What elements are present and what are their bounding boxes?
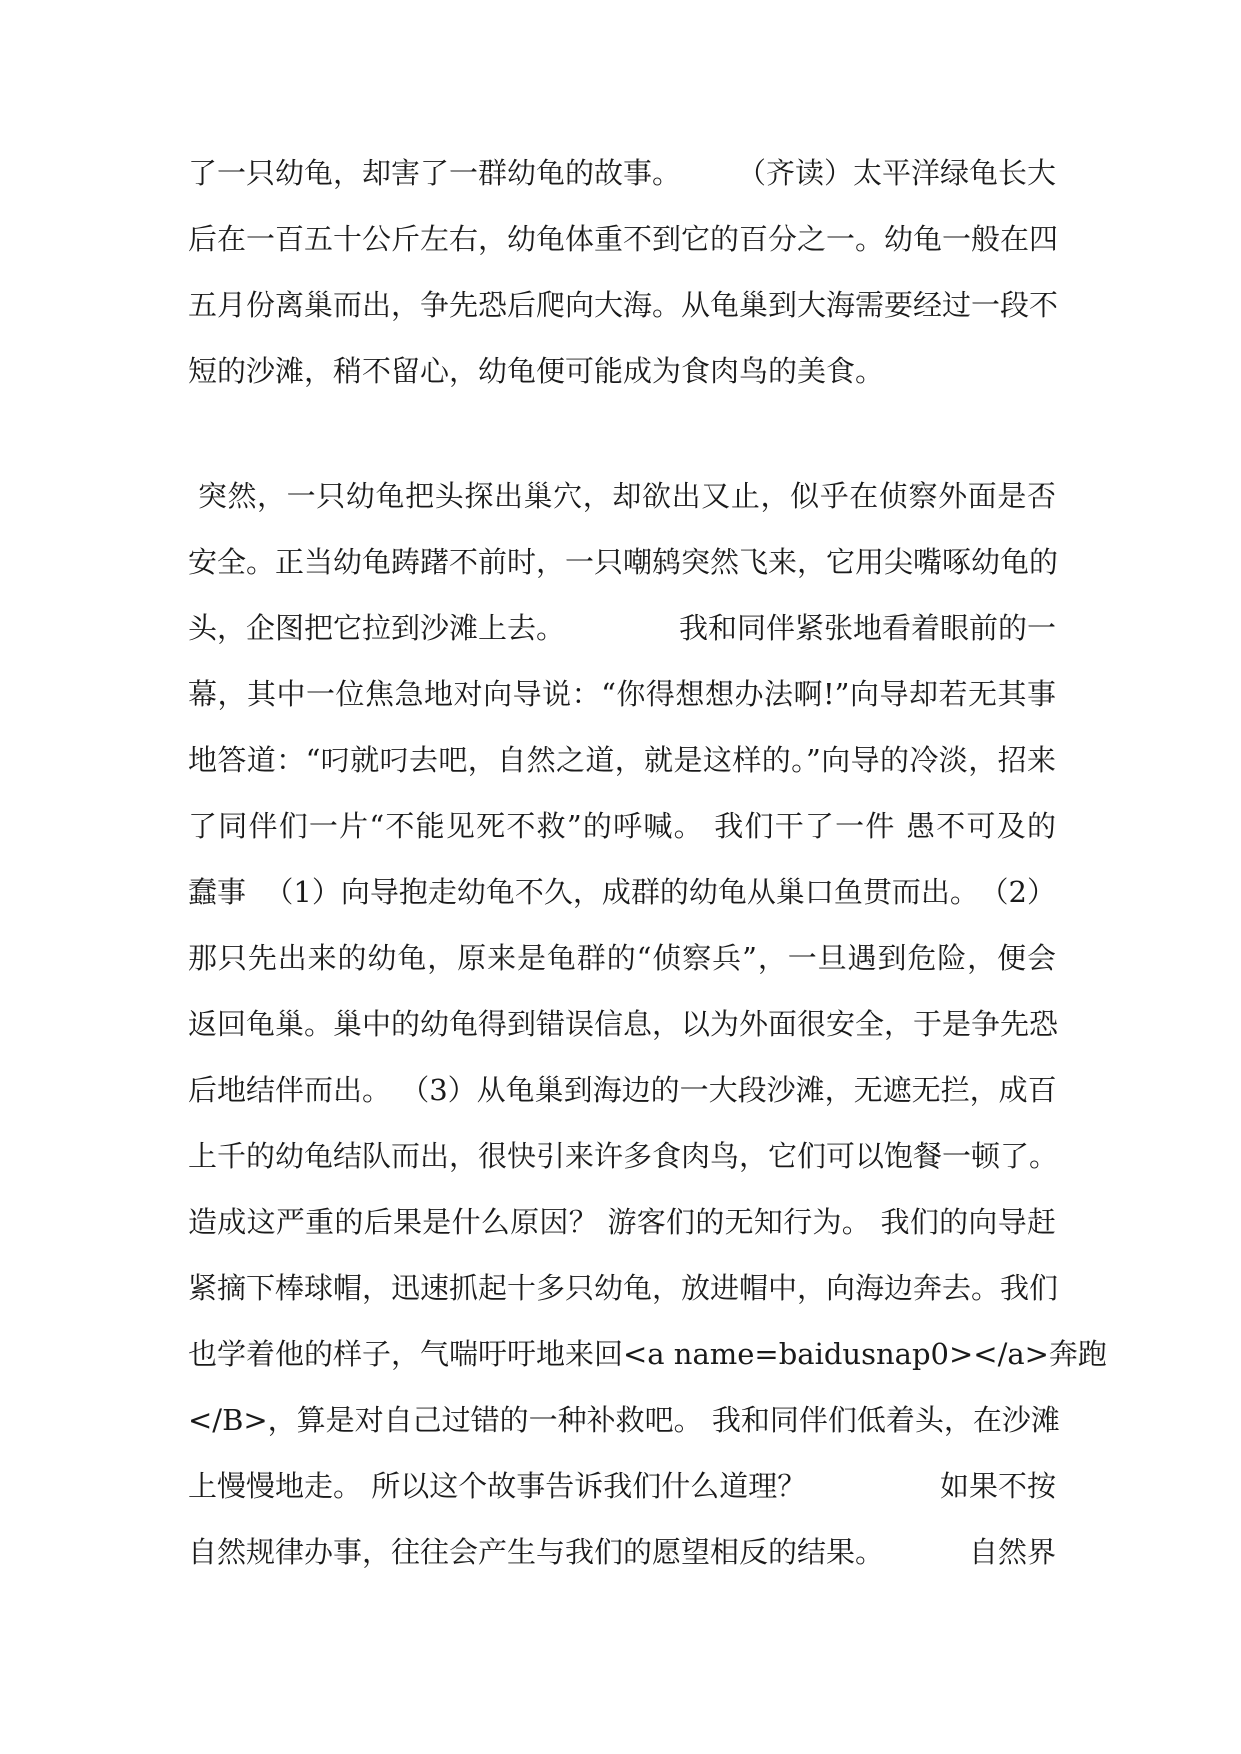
text-segment: （齐读）太平洋绿龟长大: [736, 156, 1056, 190]
text-line: [188, 1123, 1059, 1189]
text-segment: 自然界: [968, 1535, 1056, 1569]
text-segment: 如果不按: [939, 1469, 1056, 1503]
text-line: [188, 859, 1056, 925]
text-segment: （2）: [979, 875, 1056, 909]
text-segment: 后地结伴而出。 （3）从龟巢到海边的一大段沙滩，无遮无拦，成百: [188, 1073, 1057, 1107]
text-segment: 蠢事 （1）向导抱走幼龟不久，成群的幼龟从巢口鱼贯而出。: [188, 875, 979, 909]
text-segment: 后在一百五十公斤左右，幼龟体重不到它的百分之一。幼龟一般在四: [188, 222, 1059, 256]
text-segment: 返回龟巢。巢中的幼龟得到错误信息，以为外面很安全，于是争先恐: [188, 1007, 1059, 1041]
text-segment: 上千的幼龟结队而出，很快引来许多食肉鸟，它们可以饱餐一顿了。: [188, 1139, 1059, 1173]
text-line: [188, 1255, 1059, 1321]
text-segment: 紧摘下棒球帽，迅速抓起十多只幼龟，放进帽中，向海边奔去。我们: [188, 1271, 1059, 1305]
text-segment: 了一只幼龟，却害了一群幼龟的故事。: [188, 156, 682, 190]
text-line: [188, 529, 1059, 595]
text-segment: 短的沙滩，稍不留心，幼龟便可能成为食肉鸟的美食。: [188, 354, 885, 388]
paragraph-1: [188, 140, 1059, 404]
text-segment: 幕，其中一位焦急地对向导说：“你得想想办法啊!”向导却若无其事: [188, 677, 1056, 711]
text-line: [188, 661, 1056, 727]
text-segment: 上慢慢地走。 所以这个故事告诉我们什么道理？: [188, 1469, 807, 1503]
text-segment: 造成这严重的后果是什么原因？ 游客们的无知行为。 我们的向导赶: [188, 1205, 1056, 1239]
text-line: [188, 595, 1056, 661]
text-line: [188, 793, 1056, 859]
text-line: [188, 463, 1056, 529]
text-segment: 了同伴们一片“不能见死不救”的呼喊。 我们干了一件 愚不可及的: [188, 809, 1056, 843]
text-segment: 安全。正当幼龟踌躇不前时，一只嘲鸫突然飞来，它用尖嘴啄幼龟的: [188, 545, 1059, 579]
text-line: [188, 727, 1056, 793]
text-line: [188, 991, 1059, 1057]
text-line: [188, 1321, 1107, 1387]
text-line: [188, 206, 1059, 272]
text-segment: 也学着他的样子，气喘吁吁地来回<a name=baidusnap0></a>奔跑: [188, 1337, 1107, 1371]
text-segment: 那只先出来的幼龟，原来是龟群的“侦察兵”，一旦遇到危险，便会: [188, 941, 1056, 975]
text-line: [188, 1519, 1056, 1585]
text-line: [188, 272, 1059, 338]
paragraph-2: [188, 463, 1107, 1585]
text-segment: 地答道：“叼就叼去吧，自然之道，就是这样的。”向导的冷淡，招来: [188, 743, 1056, 777]
text-segment: 突然，一只幼龟把头探出巢穴，却欲出又止，似乎在侦察外面是否: [188, 479, 1056, 513]
text-line: [188, 1453, 1056, 1519]
text-segment: 我和同伴紧张地看着眼前的一: [678, 611, 1056, 645]
text-line: [188, 140, 1056, 206]
text-segment: 自然规律办事，往往会产生与我们的愿望相反的结果。: [188, 1535, 885, 1569]
text-segment: </B>，算是对自己过错的一种补救吧。 我和同伴们低着头，在沙滩: [188, 1403, 1060, 1437]
text-line: [188, 1387, 1060, 1453]
text-line: [188, 925, 1056, 991]
text-line: [188, 1189, 1056, 1255]
text-segment: 头，企图把它拉到沙滩上去。: [188, 611, 566, 645]
text-line: [188, 338, 1056, 404]
text-line: [188, 1057, 1056, 1123]
text-segment: 五月份离巢而出，争先恐后爬向大海。从龟巢到大海需要经过一段不: [188, 288, 1059, 322]
